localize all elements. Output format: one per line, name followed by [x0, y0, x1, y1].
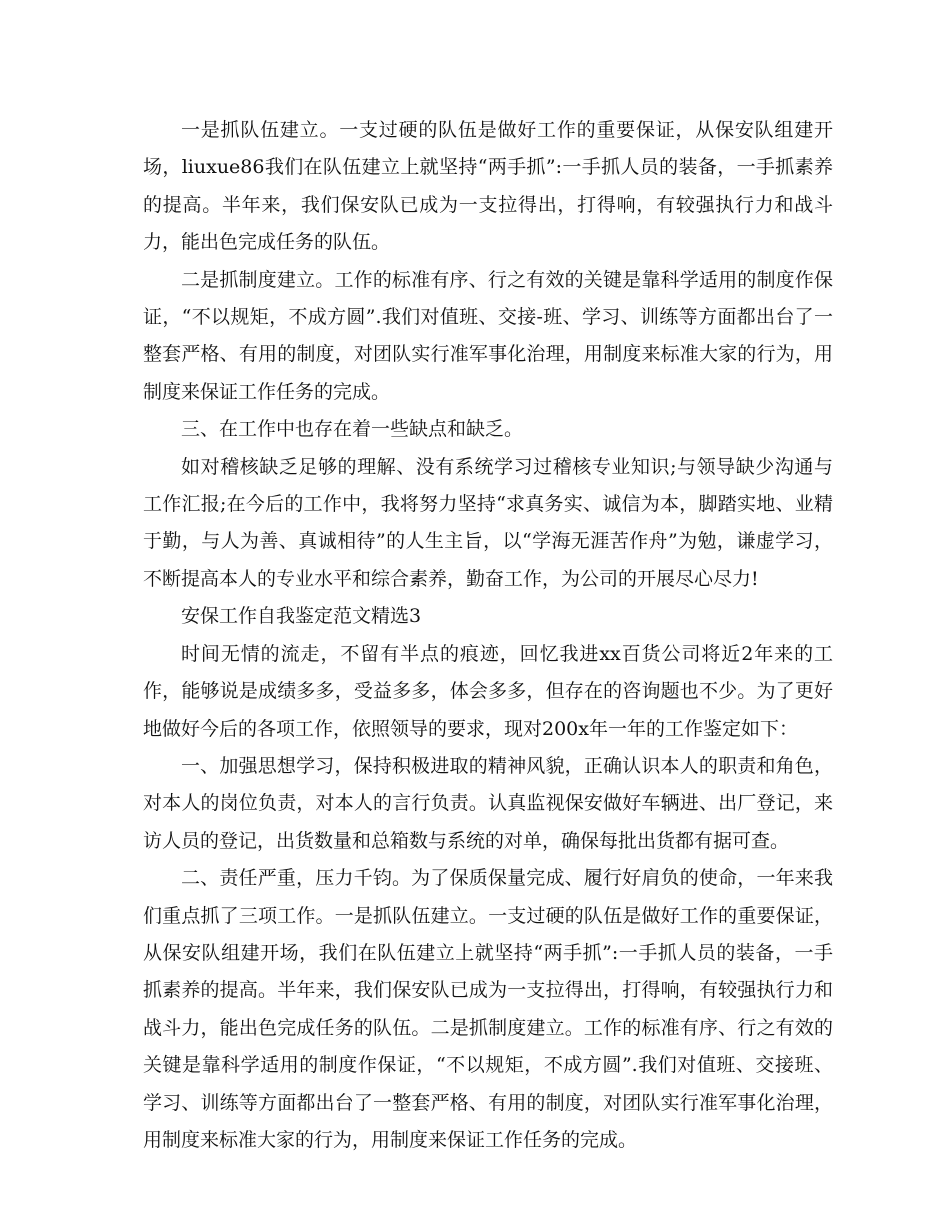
document-page: [143, 112, 833, 1192]
paragraph-intro: 时间无情的流走，不留有半点的痕迹，回忆我进xx百货公司将近2年来的工作，能够说是成绩多多，受益多多，体会多多，但存在的咨询题也不少。为了更好地做好今后的各项工作，依照领导的要求，现对200x年一年的工作鉴定如下：: [143, 642, 833, 740]
paragraph-point-one: 一、加强思想学习，保持积极进取的精神风貌，正确认识本人的职责和角色，对本人的岗位负责，对本人的言行负责。认真监视保安做好车辆进、出厂登记，来访人员的登记，出货数量和总箱数与系统的对单，确保每批出货都有据可查。: [143, 754, 833, 852]
paragraph-shortcomings-heading: 三、在工作中也存在着一些缺点和缺乏。: [181, 418, 524, 441]
paragraph-system-building: 二是抓制度建立。工作的标准有序、行之有效的关键是靠科学适用的制度作保证，“不以规矩，不成方圆”.我们对值班、交接-班、学习、训练等方面都出台了一整套严格、有用的制度，对团队实行准军事化治理，用制度来标准大家的行为，用制度来保证工作任务的完成。: [143, 268, 833, 403]
section-title: 安保工作自我鉴定范文精选3: [181, 605, 422, 628]
paragraph-point-two: 二、责任严重，压力千钧。为了保质保量完成、履行好肩负的使命，一年来我们重点抓了三项工作。一是抓队伍建立。一支过硬的队伍是做好工作的重要保证，从保安队组建开场，我们在队伍建立上就坚持“两手抓”:一手抓人员的装备，一手抓素养的提高。半年来，我们保安队已成为一支拉得出，打得响，有较强执行力和战斗力，能出色完成任务的队伍。二是抓制度建立。工作的标准有序、行之有效的关键是靠科学适用的制度作保证，“不以规矩，不成方圆”.我们对值班、交接班、学习、训练等方面都出台了一整套严格、有用的制度，对团队实行准军事化治理，用制度来标准大家的行为，用制度来保证工作任务的完成。: [143, 867, 833, 1151]
paragraph-shortcomings-detail: 如对稽核缺乏足够的理解、没有系统学习过稽核专业知识;与领导缺少沟通与工作汇报;在今后的工作中，我将努力坚持“求真务实、诚信为本，脚踏实地、业精于勤，与人为善、真诚相待”的人生主旨，以“学海无涯苦作舟”为勉，谦虚学习，不断提高本人的专业水平和综合素养，勤奋工作，为公司的开展尽心尽力!: [143, 455, 833, 590]
paragraph-team-building: 一是抓队伍建立。一支过硬的队伍是做好工作的重要保证，从保安队组建开场，liuxue86我们在队伍建立上就坚持“两手抓”:一手抓人员的装备，一手抓素养的提高。半年来，我们保安队已成为一支拉得出，打得响，有较强执行力和战斗力，能出色完成任务的队伍。: [143, 119, 833, 254]
